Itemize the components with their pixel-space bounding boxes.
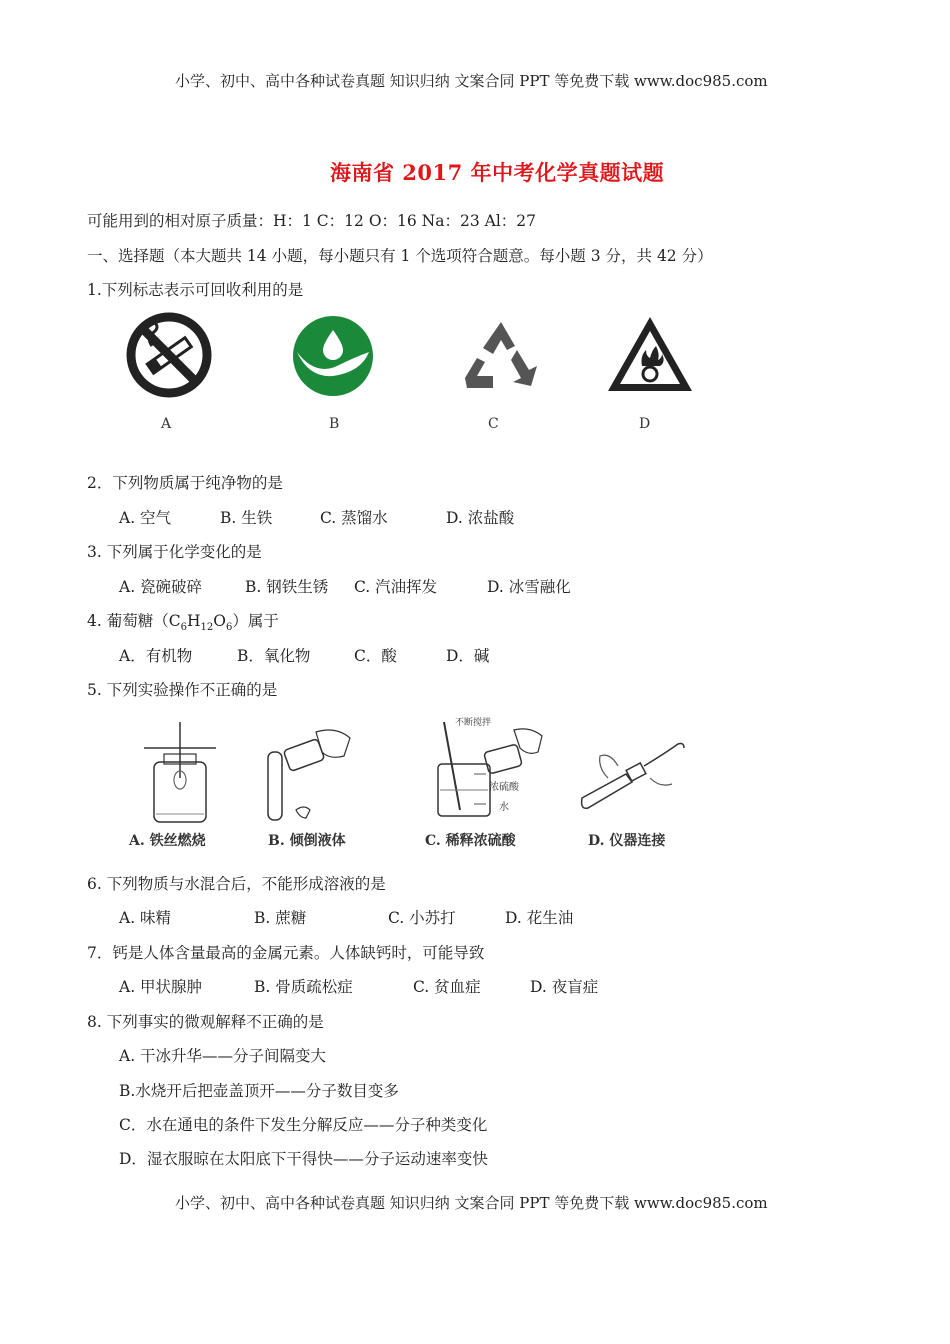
iron-wire-burning-figure — [140, 718, 220, 826]
atomic-mass-line: 可能用到的相对原子质量：H：1 C：12 O：16 Na：23 Al：27 — [87, 212, 537, 230]
q2-option-b: B. 生铁 — [220, 509, 273, 527]
q1-label-d: D — [639, 416, 651, 432]
question-6-stem: 6. 下列物质与水混合后，不能形成溶液的是 — [87, 875, 386, 893]
q6-option-c: C. 小苏打 — [388, 909, 456, 927]
q5-caption-a: A. 铁丝燃烧 — [129, 833, 206, 849]
q4-option-c: C．酸 — [354, 647, 397, 665]
section-heading: 一、选择题（本大题共 14 小题，每小题只有 1 个选项符合题意。每小题 3 分，共 42 分） — [87, 247, 713, 265]
q2-option-a: A. 空气 — [119, 509, 172, 527]
page-title: 海南省 2017 年中考化学真题试题 — [330, 160, 665, 185]
q6-option-a: A. 味精 — [119, 909, 172, 927]
q4-o: O — [213, 612, 226, 630]
q4-sub-h: 12 — [200, 622, 214, 634]
oxidizer-warning-icon — [606, 314, 694, 394]
q4-stem-post: ）属于 — [232, 612, 279, 630]
recycle-icon — [457, 318, 545, 396]
q7-option-a: A. 甲状腺肿 — [119, 978, 203, 996]
q5-caption-c: C. 稀释浓硫酸 — [425, 833, 516, 849]
water-label: 水 — [499, 802, 509, 813]
q1-label-c: C — [488, 416, 499, 432]
question-2-stem: 2．下列物质属于纯净物的是 — [87, 474, 283, 492]
q4-option-b: B．氧化物 — [237, 647, 311, 665]
no-smoking-icon — [122, 312, 216, 398]
q6-option-d: D. 花生油 — [505, 909, 574, 927]
water-saving-icon — [291, 316, 375, 396]
question-1-stem: 1.下列标志表示可回收利用的是 — [87, 281, 304, 299]
question-8-stem: 8. 下列事实的微观解释不正确的是 — [87, 1013, 324, 1031]
q8-option-b: B.水烧开后把壶盖顶开——分子数目变多 — [119, 1082, 399, 1100]
question-3-stem: 3. 下列属于化学变化的是 — [87, 543, 262, 561]
q4-sub-c: 6 — [180, 622, 187, 634]
page-footer: 小学、初中、高中各种试卷真题 知识归纳 文案合同 PPT 等免费下载 www.doc985.com — [175, 1194, 768, 1212]
q8-option-a: A. 干冰升华——分子间隔变大 — [119, 1047, 327, 1065]
q5-caption-b: B. 倾倒液体 — [268, 833, 346, 849]
page-header: 小学、初中、高中各种试卷真题 知识归纳 文案合同 PPT 等免费下载 www.doc985.com — [175, 72, 768, 90]
concentrated-acid-label: 浓硫酸 — [489, 782, 519, 793]
diluting-acid-figure — [430, 714, 550, 826]
q7-option-b: B. 骨质疏松症 — [254, 978, 353, 996]
q7-option-c: C. 贫血症 — [413, 978, 481, 996]
q3-option-b: B. 钢铁生锈 — [245, 578, 329, 596]
q4-h: H — [186, 612, 201, 630]
q7-option-d: D. 夜盲症 — [530, 978, 599, 996]
stirring-label: 不断搅拌 — [455, 718, 492, 728]
instrument-connection-figure — [578, 738, 690, 814]
question-5-stem: 5. 下列实验操作不正确的是 — [87, 681, 278, 699]
pouring-liquid-figure — [260, 722, 360, 826]
q1-label-a: A — [161, 416, 172, 432]
q8-option-c: C．水在通电的条件下发生分解反应——分子种类变化 — [119, 1116, 488, 1134]
q2-option-d: D. 浓盐酸 — [446, 509, 515, 527]
question-4-stem — [87, 609, 279, 633]
q3-option-c: C. 汽油挥发 — [354, 578, 438, 596]
q4-option-a: A．有机物 — [119, 647, 193, 665]
q4-sub-o: 6 — [225, 622, 233, 634]
q5-caption-d: D. 仪器连接 — [588, 833, 666, 849]
q3-option-d: D. 冰雪融化 — [487, 578, 571, 596]
q6-option-b: B. 蔗糖 — [254, 909, 307, 927]
q2-option-c: C. 蒸馏水 — [320, 509, 388, 527]
q3-option-a: A. 瓷碗破碎 — [119, 578, 203, 596]
question-7-stem: 7．钙是人体含量最高的金属元素。人体缺钙时，可能导致 — [87, 944, 485, 962]
q4-option-d: D．碱 — [446, 647, 490, 665]
q8-option-d: D．湿衣服晾在太阳底下干得快——分子运动速率变快 — [119, 1150, 488, 1168]
q1-label-b: B — [329, 416, 340, 432]
q4-stem-pre: 4. 葡萄糖（C — [87, 612, 181, 630]
